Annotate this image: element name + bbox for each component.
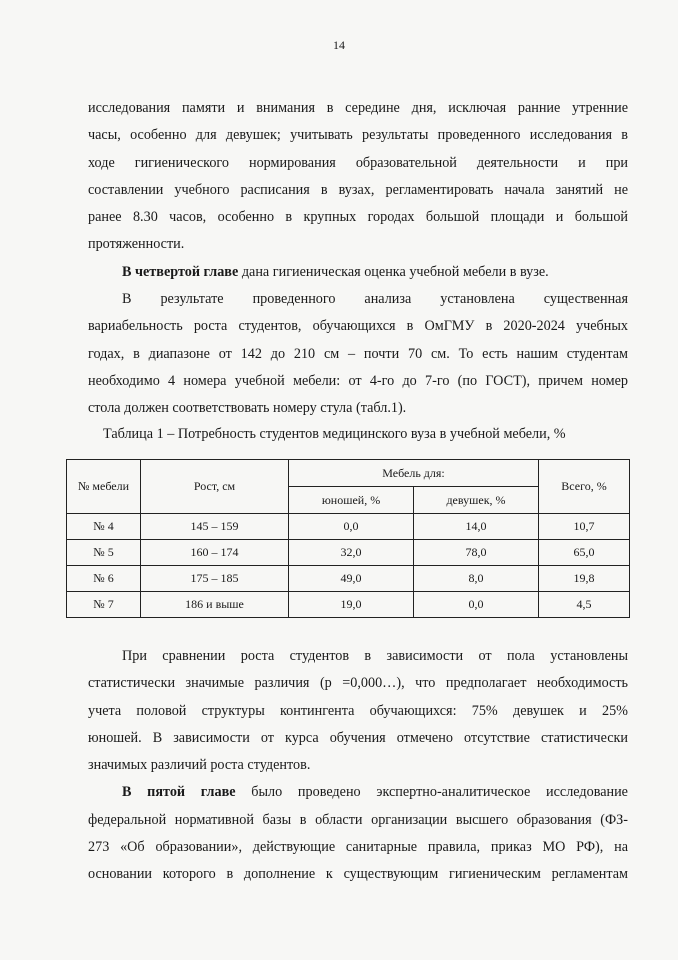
paragraph-1-line: протяженности. <box>88 236 185 253</box>
paragraph-chapter-4 <box>88 259 628 286</box>
furniture-table <box>66 459 630 618</box>
paragraph-4-line: юношей. В зависимости от курса обучения отмечено отсутствие статистически <box>88 729 628 746</box>
cell-num: № 7 <box>67 592 141 618</box>
paragraph-5-line: 273 «Об образовании», действующие санитарные правила, приказ МО РФ), на <box>88 839 628 856</box>
header-girls: девушек, % <box>414 487 539 514</box>
cell-total: 19,8 <box>539 566 630 592</box>
cell-total: 65,0 <box>539 540 630 566</box>
paragraph-1-line: составлении учебного расписания в вузах, регламентировать начала занятий не <box>88 181 628 198</box>
table-row <box>67 514 630 540</box>
table-caption: Таблица 1 – Потребность студентов медицинского вуза в учебной мебели, % <box>103 426 566 442</box>
cell-girls: 0,0 <box>414 592 539 618</box>
paragraph-4-line: статистически значимые различия (p =0,000…), что предполагает необходимость <box>88 675 628 692</box>
cell-height: 145 – 159 <box>141 514 289 540</box>
cell-girls: 78,0 <box>414 540 539 566</box>
paragraph-1-line: исследования памяти и внимания в середине дня, исключая ранние утренние <box>88 100 628 116</box>
chapter-4-text: дана гигиеническая оценка учебной мебели в вузе. <box>238 263 549 280</box>
cell-boys: 32,0 <box>289 540 414 566</box>
paragraph-3-line: вариабельность роста студентов, обучающихся в ОмГМУ в 2020-2024 учебных <box>88 318 628 335</box>
paragraph-4-line: значимых различий роста студентов. <box>88 757 311 774</box>
cell-num: № 5 <box>67 540 141 566</box>
table-row <box>67 540 630 566</box>
paragraph-5-line: федеральной нормативной базы в области организации высшего образования (ФЗ- <box>88 811 628 828</box>
header-boys: юношей, % <box>289 487 414 514</box>
header-height: Рост, см <box>141 460 289 514</box>
header-total: Всего, % <box>539 460 630 514</box>
cell-height: 186 и выше <box>141 592 289 618</box>
table-row <box>67 592 630 618</box>
paragraph-4-line: При сравнении роста студентов в зависимости от пола установлены <box>122 648 628 664</box>
page-number: 14 <box>333 38 345 52</box>
cell-girls: 8,0 <box>414 566 539 592</box>
paragraph-3-line: годах, в диапазоне от 142 до 210 см – почти 70 см. То есть нашим студентам <box>88 345 628 362</box>
text-block-lower <box>88 643 628 889</box>
cell-num: № 6 <box>67 566 141 592</box>
cell-girls: 14,0 <box>414 514 539 540</box>
cell-total: 4,5 <box>539 592 630 618</box>
chapter-4-heading: В четвертой главе <box>122 263 239 280</box>
paragraph-5-line: основании которого в дополнение к существующим гигиеническим регламентам <box>88 866 628 883</box>
paragraph-1-line: часы, особенно для девушек; учитывать результаты проведенного исследования в <box>88 127 628 144</box>
paragraph-4-line: учета половой структуры контингента обучающихся: 75% девушек и 25% <box>88 702 628 719</box>
header-furniture-number: № мебели <box>67 460 141 514</box>
cell-num: № 4 <box>67 514 141 540</box>
cell-boys: 19,0 <box>289 592 414 618</box>
cell-total: 10,7 <box>539 514 630 540</box>
chapter-5-heading: В пятой главе <box>122 784 236 801</box>
paragraph-1-line: ходе гигиенического нормирования образовательной деятельности и при <box>88 154 628 171</box>
table-row <box>67 566 630 592</box>
paragraph-3-line: В результате проведенного анализа установлена существенная <box>122 291 628 308</box>
cell-boys: 49,0 <box>289 566 414 592</box>
cell-height: 160 – 174 <box>141 540 289 566</box>
text-block-upper <box>88 95 628 423</box>
paragraph-chapter-5 <box>88 779 628 806</box>
cell-boys: 0,0 <box>289 514 414 540</box>
header-furniture-for: Мебель для: <box>289 460 539 487</box>
paragraph-3-line: необходимо 4 номера учебной мебели: от 4-го до 7-го (по ГОСТ), причем номер <box>88 372 628 389</box>
paragraph-3-line: стола должен соответствовать номеру стула (табл.1). <box>88 400 407 417</box>
chapter-5-text: было проведено экспертно-аналитическое исследование <box>235 784 628 801</box>
cell-height: 175 – 185 <box>141 566 289 592</box>
paragraph-1-line: ранее 8.30 часов, особенно в крупных городах большой площади и большой <box>88 209 628 226</box>
